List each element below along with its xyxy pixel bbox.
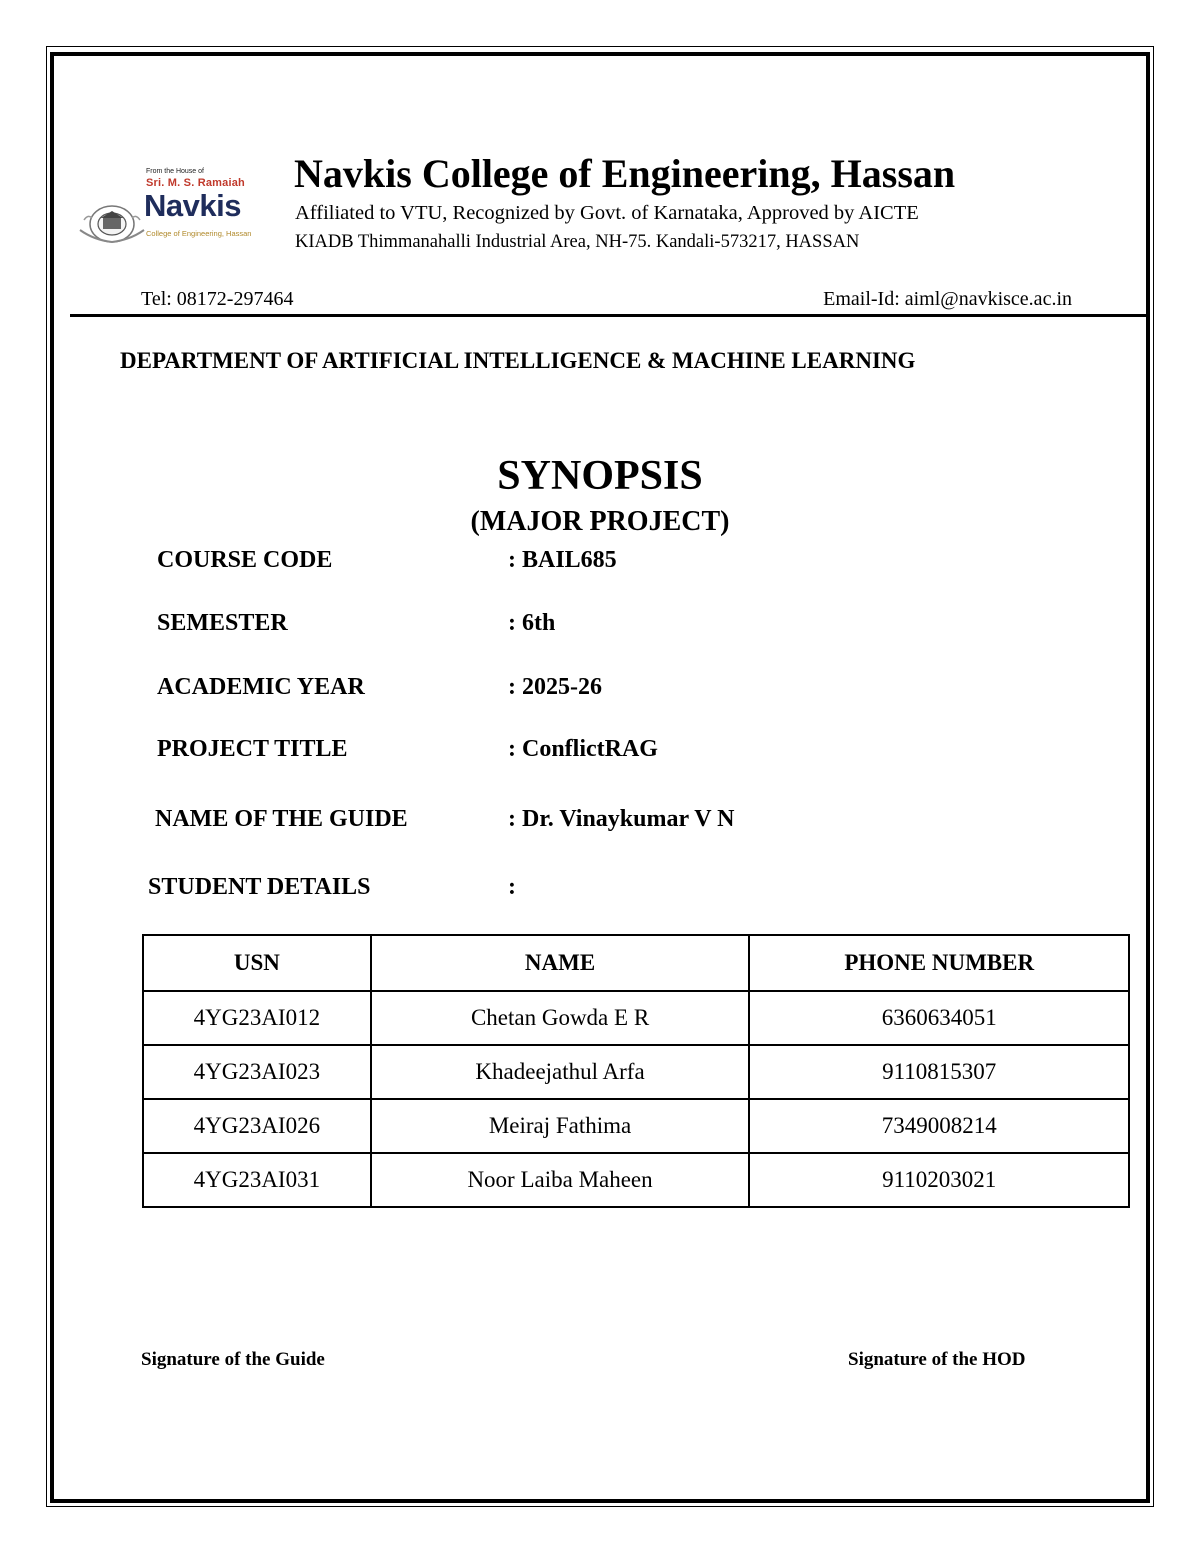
phone-cell: 9110203021 bbox=[749, 1153, 1129, 1207]
usn-cell: 4YG23AI026 bbox=[143, 1099, 371, 1153]
college-address: KIADB Thimmanahalli Industrial Area, NH-75. Kandali-573217, HASSAN bbox=[295, 232, 860, 252]
college-affiliation: Affiliated to VTU, Recognized by Govt. of Karnataka, Approved by AICTE bbox=[295, 202, 919, 224]
course-code-label: COURSE CODE bbox=[157, 547, 333, 573]
semester-label: SEMESTER bbox=[157, 610, 288, 636]
hod-signature-label: Signature of the HOD bbox=[848, 1349, 1026, 1370]
name-cell: Noor Laiba Maheen bbox=[371, 1153, 750, 1207]
college-emblem-icon bbox=[76, 194, 148, 250]
name-cell: Chetan Gowda E R bbox=[371, 991, 750, 1045]
student-details-table bbox=[142, 934, 1130, 1208]
student-details-colon: : bbox=[508, 874, 516, 900]
guide-value: : Dr. Vinaykumar V N bbox=[508, 806, 735, 832]
college-name: Navkis College of Engineering, Hassan bbox=[294, 151, 956, 196]
phone-cell: 6360634051 bbox=[749, 991, 1129, 1045]
page-border bbox=[50, 52, 1150, 1503]
college-telephone: Tel: 08172-297464 bbox=[141, 288, 294, 310]
phone-cell: 7349008214 bbox=[749, 1099, 1129, 1153]
guide-label: NAME OF THE GUIDE bbox=[155, 806, 408, 832]
table-row bbox=[143, 1045, 1129, 1099]
guide-signature-label: Signature of the Guide bbox=[141, 1349, 325, 1370]
usn-cell: 4YG23AI012 bbox=[143, 991, 371, 1045]
department-heading: DEPARTMENT OF ARTIFICIAL INTELLIGENCE & MACHINE LEARNING bbox=[120, 348, 916, 373]
table-row bbox=[143, 991, 1129, 1045]
phone-column-header: PHONE NUMBER bbox=[749, 935, 1129, 991]
table-row bbox=[143, 1099, 1129, 1153]
document-title: SYNOPSIS bbox=[497, 453, 703, 499]
college-email: Email-Id: aiml@navkisce.ac.in bbox=[823, 288, 1072, 310]
name-cell: Khadeejathul Arfa bbox=[371, 1045, 750, 1099]
name-column-header: NAME bbox=[371, 935, 750, 991]
usn-column-header: USN bbox=[143, 935, 371, 991]
student-details-label: STUDENT DETAILS bbox=[148, 874, 371, 900]
usn-cell: 4YG23AI031 bbox=[143, 1153, 371, 1207]
project-title-label: PROJECT TITLE bbox=[157, 736, 348, 762]
semester-value: : 6th bbox=[508, 610, 556, 636]
logo-subtitle: College of Engineering, Hassan bbox=[146, 229, 252, 238]
course-code-value: : BAIL685 bbox=[508, 547, 617, 573]
table-row bbox=[143, 1153, 1129, 1207]
logo-founder: Sri. M. S. Ramaiah bbox=[146, 177, 245, 189]
header-divider bbox=[70, 314, 1146, 317]
logo-wordmark: Navkis bbox=[144, 188, 241, 223]
project-title-value: : ConflictRAG bbox=[508, 736, 658, 762]
document-subtitle: (MAJOR PROJECT) bbox=[470, 506, 730, 537]
phone-cell: 9110815307 bbox=[749, 1045, 1129, 1099]
name-cell: Meiraj Fathima bbox=[371, 1099, 750, 1153]
table-header-row bbox=[143, 935, 1129, 991]
academic-year-label: ACADEMIC YEAR bbox=[157, 674, 365, 700]
usn-cell: 4YG23AI023 bbox=[143, 1045, 371, 1099]
college-logo bbox=[76, 164, 286, 256]
logo-tagline: From the House of bbox=[146, 168, 204, 175]
academic-year-value: : 2025-26 bbox=[508, 674, 602, 700]
